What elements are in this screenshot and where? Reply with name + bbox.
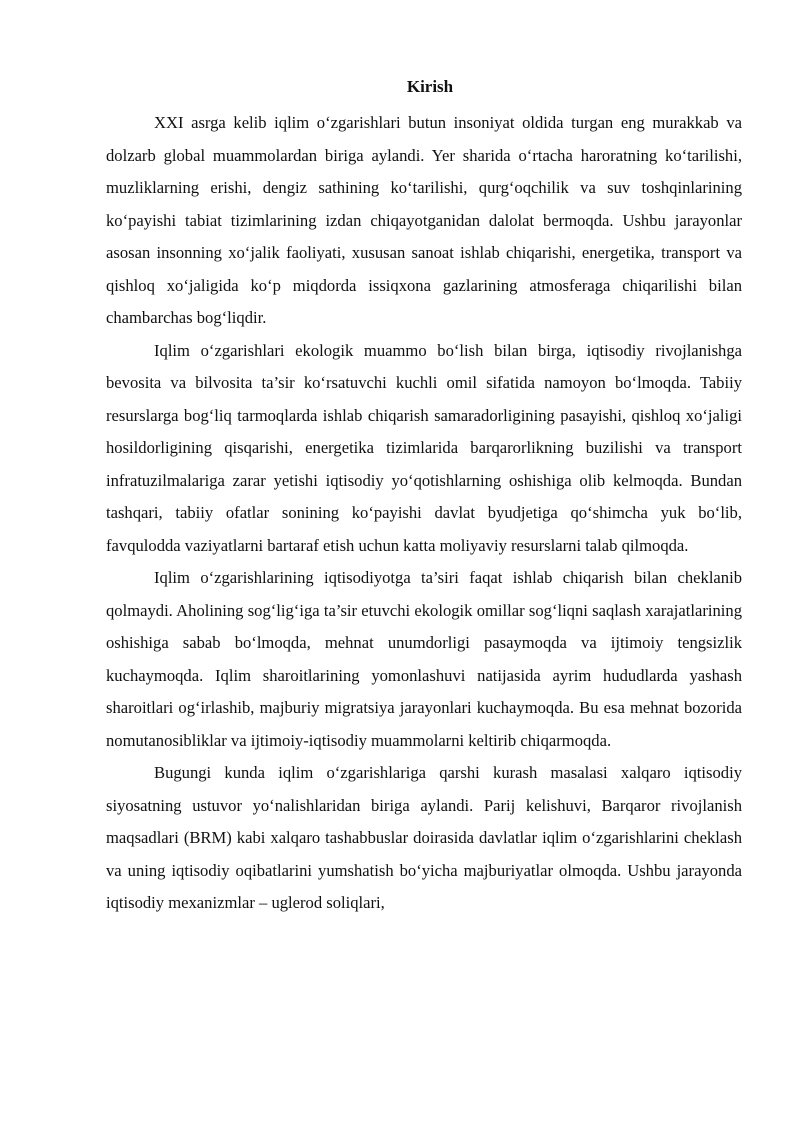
document-title: Kirish — [406, 77, 454, 96]
paragraph-4: Bugungi kunda iqlim o‘zgarishlariga qarshi kurash masalasi xalqaro iqtisodiy siyosatning ustuvor yo‘nalishlaridan biriga aylandi. Parij kelishuvi, Barqaror rivojlanish maqsadlari (BRM) kabi xalqaro tashabbuslar doirasida davlatlar iqlim o‘zgarishlarini cheklash va uning iqtisodiy oqibatlarini yumshatish bo‘yicha majburiyatlar olmoqda. Ushbu jarayonda iqtisodiy mexanizmlar – uglerod soliqlari, — [106, 763, 742, 912]
paragraph-2: Iqlim o‘zgarishlari ekologik muammo bo‘lish bilan birga, iqtisodiy rivojlanishga bevosita va bilvosita ta’sir ko‘rsatuvchi kuchli omil sifatida namoyon bo‘lmoqda. Tabiiy resurslarga bog‘liq tarmoqlarda ishlab chiqarish samaradorligining pasayishi, qishloq xo‘jaligi hosildorligining qisqarishi, energetika tizimlarida barqarorlikning buzilishi va transport infratuzilmalariga zarar yetishi iqtisodiy yo‘qotishlarning oshishiga olib kelmoqda. Bundan tashqari, tabiiy ofatlar sonining ko‘payishi davlat byudjetiga qo‘shimcha yuk bo‘lib, favqulodda vaziyatlarni bartaraf etish uchun katta moliyaviy resurslarni talab qilmoqda. — [106, 340, 742, 555]
paragraph-3: Iqlim o‘zgarishlarining iqtisodiyotga ta’siri faqat ishlab chiqarish bilan cheklanib qolmaydi. Aholining sog‘lig‘iga ta’sir etuvchi ekologik omillar sog‘liqni saqlash xarajatlarining oshishiga sabab bo‘lmoqda, mehnat unumdorligi pasaymoqda va ijtimoiy tengsizlik kuchaymoqda. Iqlim sharoitlarining yomonlashuvi natijasida ayrim hududlarda yashash sharoitlari og‘irlashib, majburiy migratsiya jarayonlari kuchaymoqda. Bu esa mehnat bozorida nomutanosibliklar va ijtimoiy-iqtisodiy muammolarni keltirib chiqarmoqda. — [106, 568, 742, 750]
paragraph-1: XXI asrga kelib iqlim o‘zgarishlari butun insoniyat oldida turgan eng murakkab va dolzarb global muammolardan biriga aylandi. Yer sharida o‘rtacha haroratning ko‘tarilishi, muzliklarning erishi, dengiz sathining ko‘tarilishi, qurg‘oqchilik va suv toshqinlarining ko‘payishi tabiat tizimlarining izdan chiqayotganidan dalolat bermoqda. Ushbu jarayonlar asosan insonning xo‘jalik faoliyati, xususan sanoat ishlab chiqarishi, energetika, transport va qishloq xo‘jaligida ko‘p miqdorda issiqxona gazlarining atmosferaga chiqarilishi bilan chambarchas bog‘liqdir. — [106, 113, 742, 327]
